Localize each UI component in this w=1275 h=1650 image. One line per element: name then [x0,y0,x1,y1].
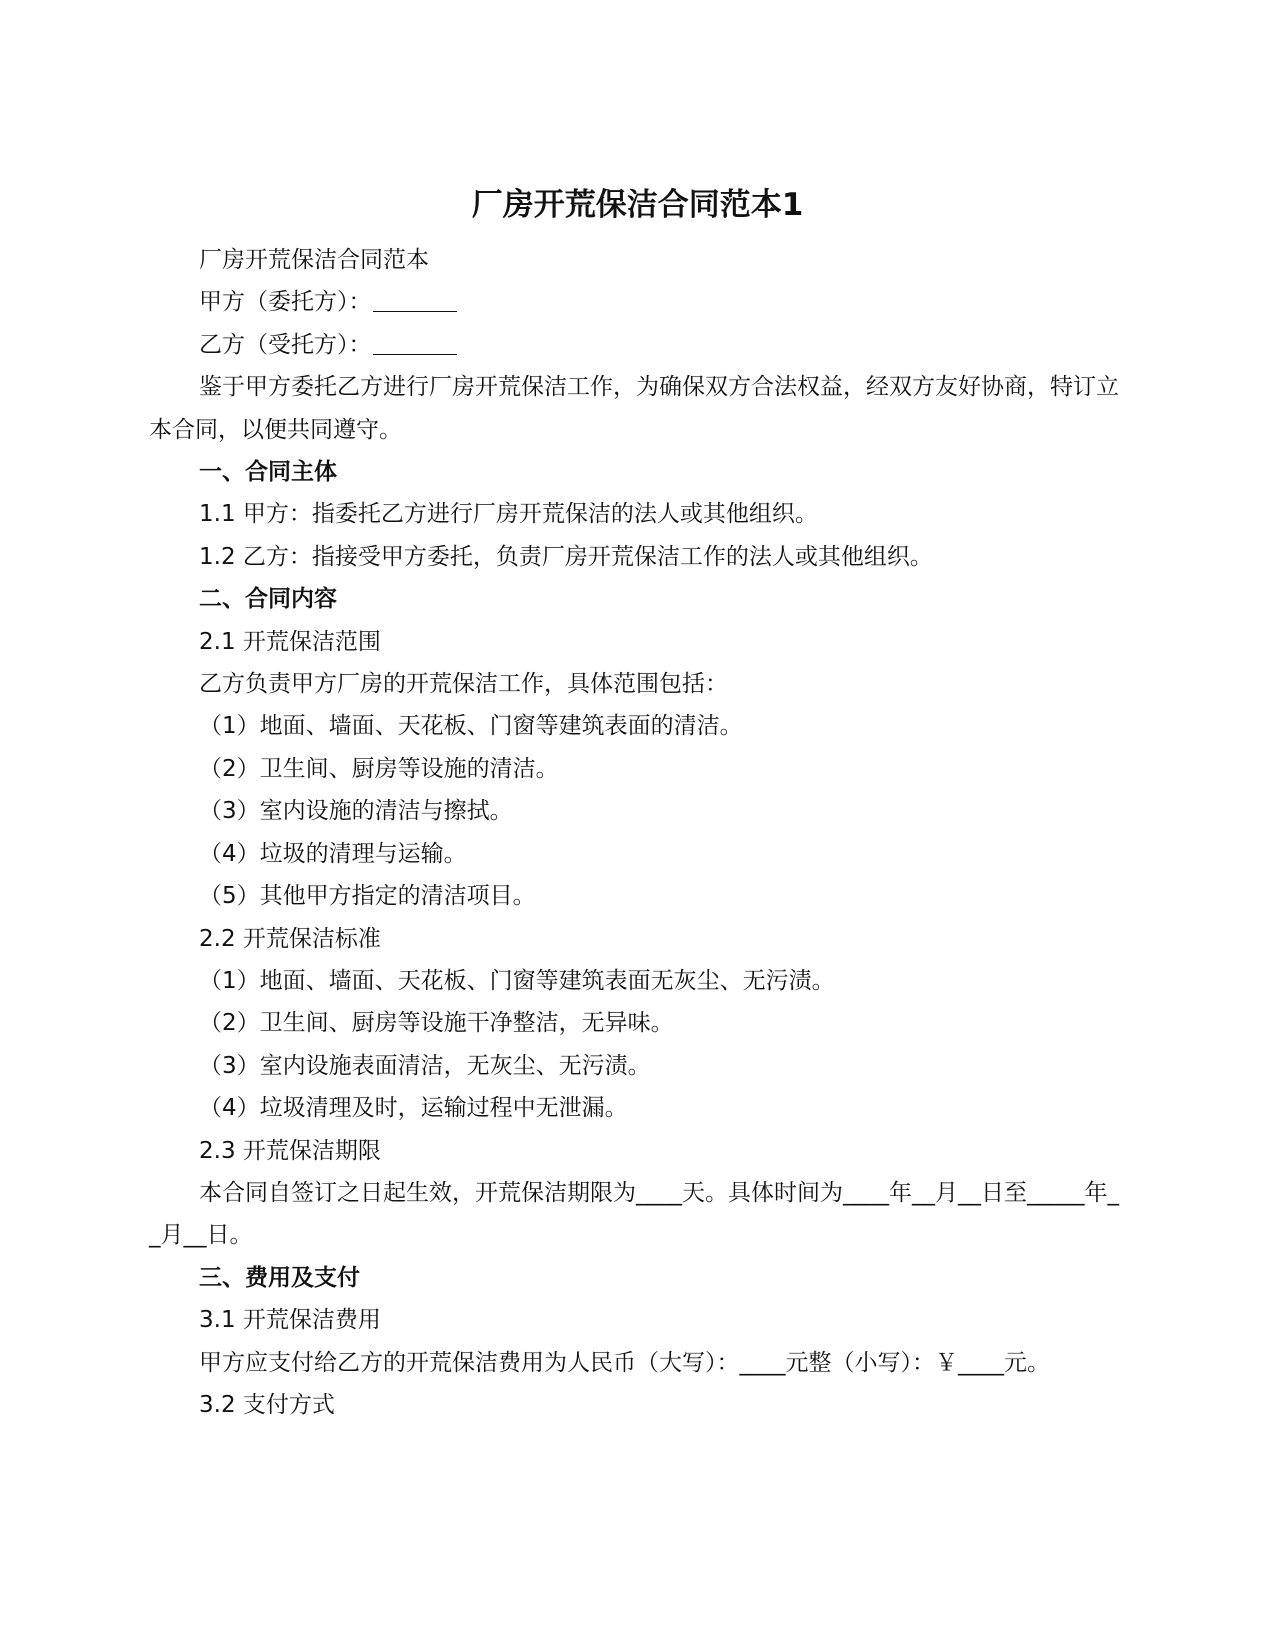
scope-intro: 乙方负责甲方厂房的开荒保洁工作，具体范围包括： [199,671,728,698]
heading-section-2: 二、合同内容 [199,586,337,613]
scope-item-2: （2）卫生间、厨房等设施的清洁。 [199,755,559,782]
party-a-blank[interactable] [373,289,457,312]
paragraph-subtitle: 厂房开荒保洁合同范本 [199,247,429,273]
clause-2-1: 2.1 开荒保洁范围 [199,628,381,655]
scope-item-1: （1）地面、墙面、天花板、门窗等建筑表面的清洁。 [199,713,743,740]
clause-1-1: 1.1 甲方：指委托乙方进行厂房开荒保洁的法人或其他组织。 [199,501,818,528]
document-body [149,239,1119,1426]
party-a-line [149,281,1119,323]
clause-1-2: 1.2 乙方：指接受甲方委托，负责厂房开荒保洁工作的法人或其他组织。 [199,543,933,570]
scope-item-4: （4）垃圾的清理与运输。 [199,840,467,867]
scope-item-3: （3）室内设施的清洁与擦拭。 [199,798,513,825]
paragraph-preamble: 鉴于甲方委托乙方进行厂房开荒保洁工作，为确保双方合法权益，经双方友好协商，特订立本合同，以便共同遵守。 [149,374,1119,443]
term-paragraph: 本合同自签订之日起生效，开荒保洁期限为____天。具体时间为____年__月__日至_____年__月__日。 [149,1179,1119,1249]
party-b-line [149,324,1119,366]
fee-paragraph: 甲方应支付给乙方的开荒保洁费用为人民币（大写）：____元整（小写）：￥____元。 [199,1349,1050,1376]
standard-item-1: （1）地面、墙面、天花板、门窗等建筑表面无灰尘、无污渍。 [199,967,835,994]
party-b-blank[interactable] [373,332,457,355]
heading-section-1: 一、合同主体 [199,459,337,486]
standard-item-4: （4）垃圾清理及时，运输过程中无泄漏。 [199,1095,628,1122]
clause-2-3: 2.3 开荒保洁期限 [199,1137,381,1164]
standard-item-2: （2）卫生间、厨房等设施干净整洁，无异味。 [199,1010,674,1037]
heading-section-3: 三、费用及支付 [199,1264,360,1291]
document-title: 厂房开荒保洁合同范本1 [471,187,804,223]
party-b-label: 乙方（受托方）： [199,331,372,358]
clause-3-1: 3.1 开荒保洁费用 [199,1307,381,1334]
standard-item-3: （3）室内设施表面清洁，无灰尘、无污渍。 [199,1052,651,1079]
party-a-label: 甲方（委托方）： [199,289,372,316]
clause-2-2: 2.2 开荒保洁标准 [199,925,381,952]
clause-3-2: 3.2 支付方式 [199,1391,335,1418]
scope-item-5: （5）其他甲方指定的清洁项目。 [199,883,536,910]
